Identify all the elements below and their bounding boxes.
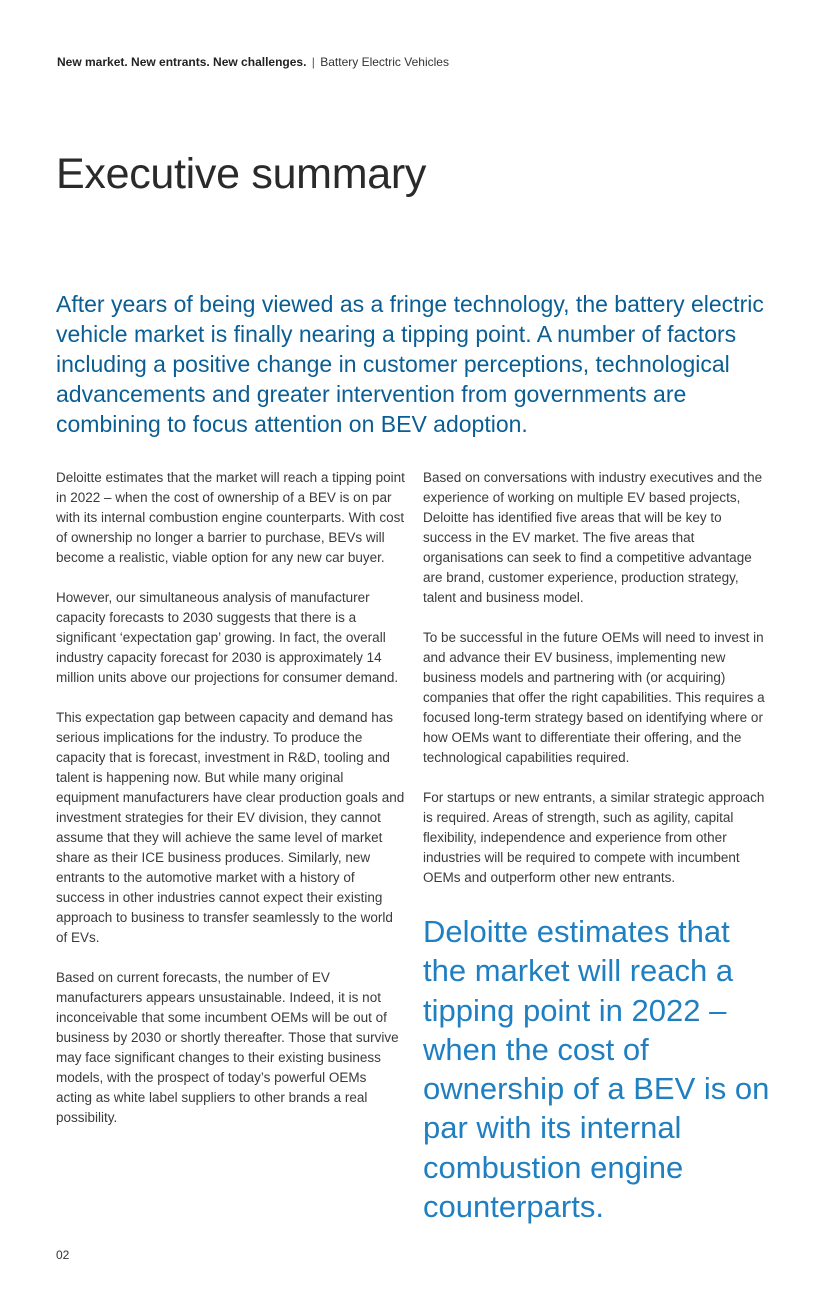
header-publication-title: New market. New entrants. New challenges.	[57, 55, 307, 69]
left-column	[56, 468, 406, 1148]
body-paragraph: To be successful in the future OEMs will need to invest in and advance their EV business, implementing new business models and partnering with (or acquiring) companies that offer the right capabilities. This requires a focused long-term strategy based on identifying where or how OEMs want to differentiate their offering, and the technological capabilities required.	[423, 630, 765, 765]
pull-quote: Deloitte estimates that the market will reach a tipping point in 2022 – when the cost of ownership of a BEV is on par with its internal combustion engine counterparts.	[423, 914, 770, 1225]
intro-paragraph: After years of being viewed as a fringe technology, the battery electric vehicle market is finally nearing a tipping point. A number of factors including a positive change in customer perceptions, technological advancements and greater intervention from governments are combining to focus attention on BEV adoption.	[56, 291, 764, 437]
running-header	[57, 54, 449, 70]
page-title: Executive summary	[56, 150, 427, 198]
right-column	[423, 468, 773, 908]
header-section-name: Battery Electric Vehicles	[320, 55, 449, 69]
body-paragraph: However, our simultaneous analysis of manufacturer capacity forecasts to 2030 suggests that there is a significant ‘expectation gap’ growing. In fact, the overall industry capacity forecast for 2030 is approximately 14 million units above our projections for consumer demand.	[56, 590, 399, 685]
body-paragraph: This expectation gap between capacity and demand has serious implications for the industry. To produce the capacity that is forecast, investment in R&D, tooling and talent is happening now. But while many original equipment manufacturers have clear production goals and investment strategies for their EV division, they cannot assume that they will achieve the same level of market share as their ICE business produces. Similarly, new entrants to the automotive market with a history of success in other industries cannot expect their existing approach to business to transfer seamlessly to the world of EVs.	[56, 710, 405, 945]
header-separator: |	[311, 55, 315, 69]
body-paragraph: Based on conversations with industry executives and the experience of working on multiple EV based projects, Deloitte has identified five areas that will be key to success in the EV market. The five areas that organisations can seek to find a competitive advantage are brand, customer experience, production strategy, talent and business model.	[423, 470, 763, 605]
body-paragraph: For startups or new entrants, a similar strategic approach is required. Areas of strength, such as agility, capital flexibility, independence and experience from other industries will be required to compete with incumbent OEMs and outperform other new entrants.	[423, 790, 765, 885]
body-paragraph: Deloitte estimates that the market will reach a tipping point in 2022 – when the cost of ownership of a BEV is on par with its internal combustion engine counterparts. With cost of ownership no longer a barrier to purchase, BEVs will become a realistic, viable option for any new car buyer.	[56, 470, 405, 565]
page-number: 02	[56, 1248, 70, 1262]
body-paragraph: Based on current forecasts, the number of EV manufacturers appears unsustainable. Indeed, it is not inconceivable that some incumbent OEMs will be out of business by 2030 or shortly thereafter. Those that survive may face significant changes to their existing business models, with the prospect of today’s powerful OEMs acting as white label suppliers to other brands a real possibility.	[56, 970, 399, 1125]
